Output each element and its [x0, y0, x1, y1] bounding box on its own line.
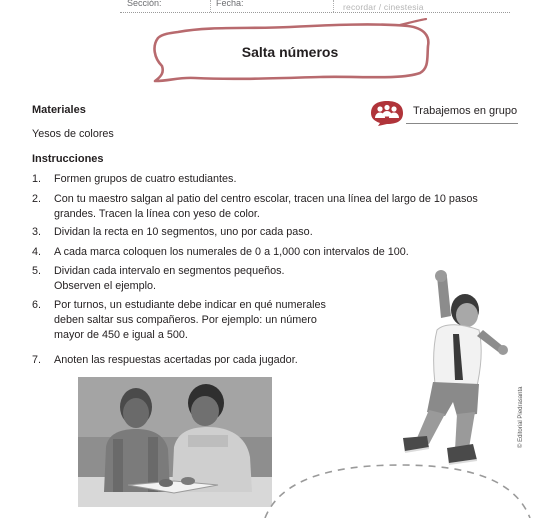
step-number: 5.: [32, 265, 42, 277]
step-text-continued: grandes. Tracen la línea con yeso de color.: [54, 208, 260, 220]
badge-underline: [406, 123, 518, 124]
fecha-label: Fecha:: [216, 0, 244, 8]
step-text: Dividan la recta en 10 segmentos, uno por cada paso.: [54, 226, 313, 238]
instructions-heading: Instrucciones: [32, 153, 104, 165]
students-reading-photo: [78, 377, 272, 507]
step-text-continued: mayor de 450 e igual a 500.: [54, 329, 188, 341]
header-divider: [333, 0, 334, 12]
step-number: 6.: [32, 299, 42, 311]
group-people-icon: [368, 100, 406, 126]
step-number: 7.: [32, 354, 42, 366]
title-cloud: [140, 18, 440, 86]
publisher-credit: © Editorial Piedrasanta: [518, 386, 524, 448]
step-number: 3.: [32, 226, 42, 238]
step-number: 2.: [32, 193, 42, 205]
page-title: Salta números: [241, 44, 339, 60]
step-text: Con tu maestro salgan al patio del centro escolar, tracen una línea del largo de 10 pasos: [54, 193, 478, 205]
step-text: Por turnos, un estudiante debe indicar en qué numerales: [54, 299, 326, 311]
skill-tags: recordar / cinestesia: [343, 2, 424, 12]
step-text: Formen grupos de cuatro estudiantes.: [54, 173, 237, 185]
step-number: 4.: [32, 246, 42, 258]
header-divider: [210, 0, 211, 12]
page-header-strip: [0, 0, 550, 15]
jump-arc-dashed: [260, 455, 535, 518]
materials-text: Yesos de colores: [32, 128, 114, 140]
step-text-continued: Observen el ejemplo.: [54, 280, 157, 292]
group-work-label: Trabajemos en grupo: [413, 105, 518, 117]
step-text-continued: deben saltar sus compañeros. Por ejemplo: un número: [54, 314, 317, 326]
header-dotted-line: [120, 12, 510, 13]
seccion-label: Sección:: [127, 0, 162, 8]
group-work-badge: [368, 100, 518, 126]
step-number: 1.: [32, 173, 42, 185]
step-text: A cada marca coloquen los numerales de 0 a 1,000 con intervalos de 100.: [54, 246, 409, 258]
step-text: Anoten las respuestas acertadas por cada jugador.: [54, 354, 298, 366]
step-text: Dividan cada intervalo en segmentos pequeños.: [54, 265, 285, 277]
materials-heading: Materiales: [32, 104, 86, 116]
